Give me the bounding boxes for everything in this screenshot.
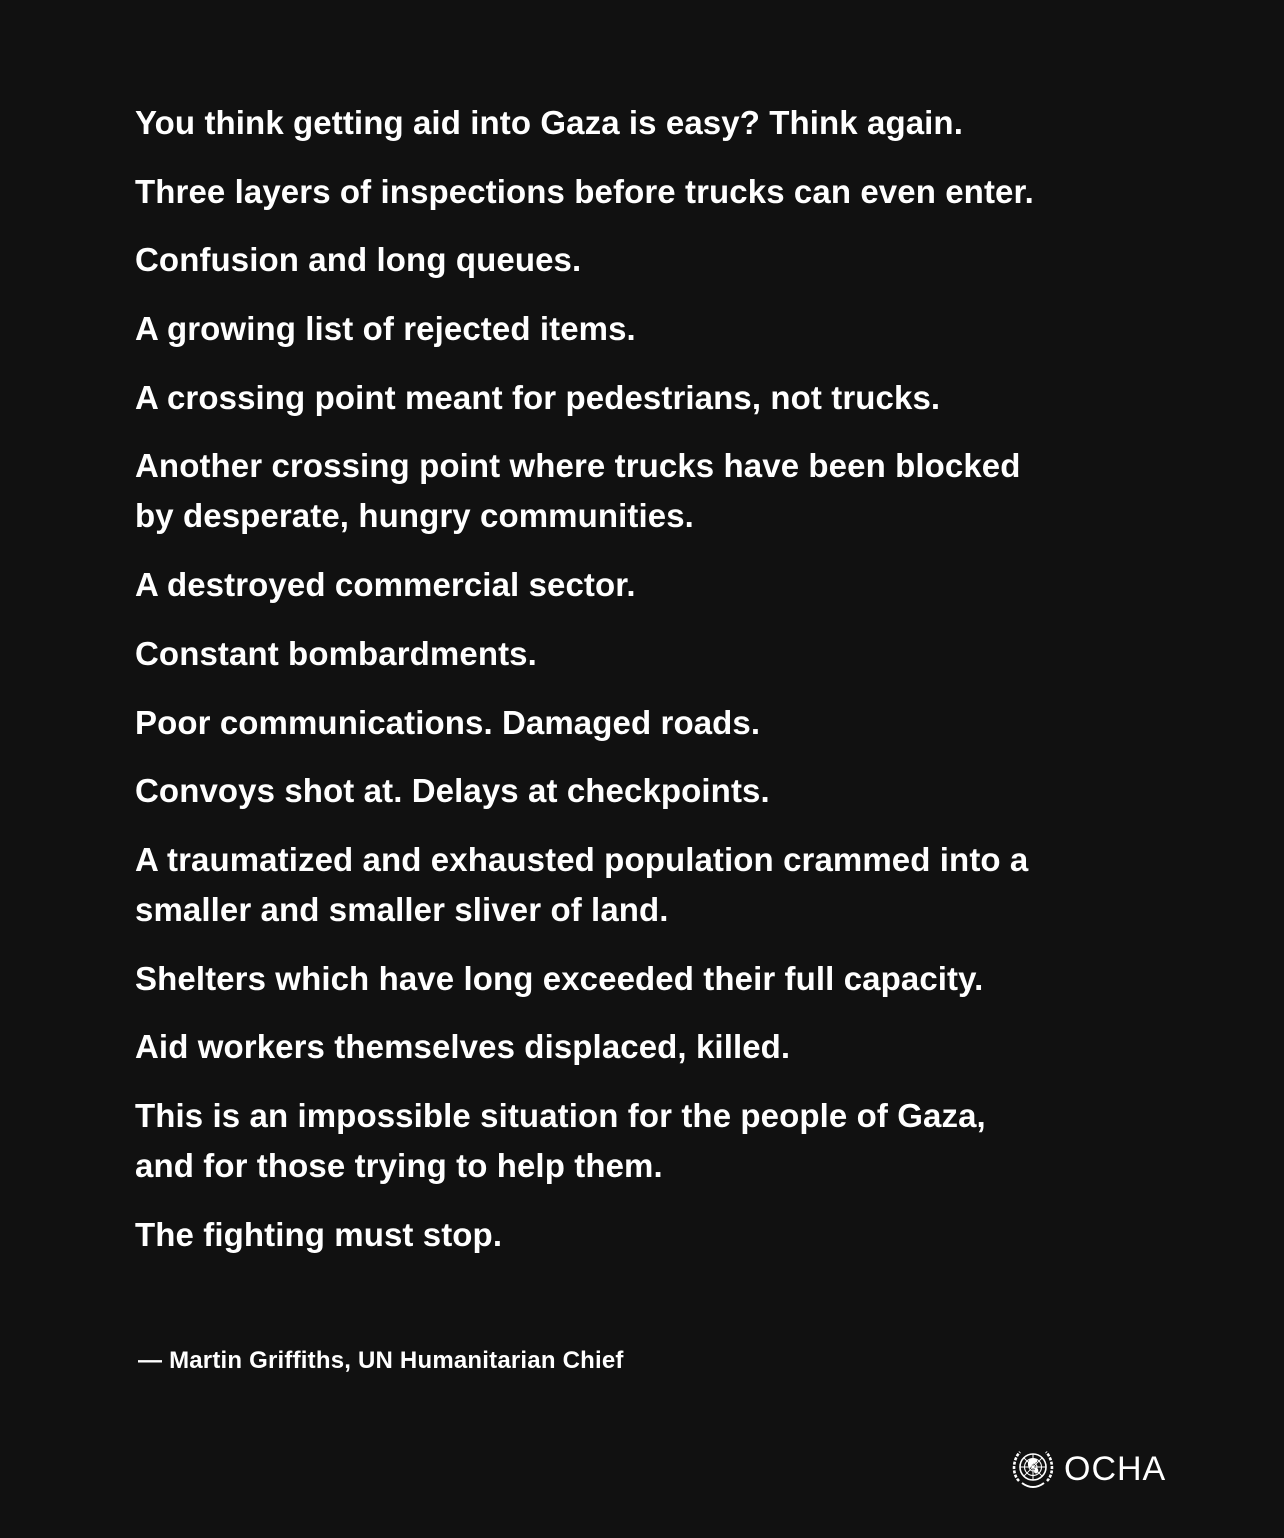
statement-line: Constant bombardments. (135, 634, 537, 672)
statement-line: A traumatized and exhausted population crammed into a smaller and smaller sliver of land. (135, 840, 1029, 928)
un-emblem-icon (1010, 1446, 1056, 1492)
statement-text (135, 98, 1155, 1278)
statement-line: A growing list of rejected items. (135, 310, 636, 348)
statement-line: Three layers of inspections before trucks can even enter. (135, 172, 1034, 210)
ocha-logo-text: OCHA (1064, 1450, 1167, 1488)
statement-line: Another crossing point where trucks have been blocked by desperate, hungry communities. (135, 447, 1021, 535)
statement-line: Convoys shot at. Delays at checkpoints. (135, 772, 770, 810)
attribution: — Martin Griffiths, UN Humanitarian Chief (138, 1347, 624, 1374)
statement-line: The fighting must stop. (135, 1215, 503, 1253)
statement-line: Confusion and long queues. (135, 241, 582, 279)
statement-line: A crossing point meant for pedestrians, not trucks. (135, 378, 941, 416)
statement-line: Aid workers themselves displaced, killed. (135, 1028, 791, 1066)
ocha-logo (1010, 1446, 1166, 1492)
statement-line: A destroyed commercial sector. (135, 566, 636, 604)
statement-line: This is an impossible situation for the people of Gaza, and for those trying to help them. (135, 1096, 986, 1184)
statement-line: Shelters which have long exceeded their full capacity. (135, 959, 984, 997)
statement-line: Poor communications. Damaged roads. (135, 703, 761, 741)
statement-line: You think getting aid into Gaza is easy? Think again. (135, 104, 963, 141)
